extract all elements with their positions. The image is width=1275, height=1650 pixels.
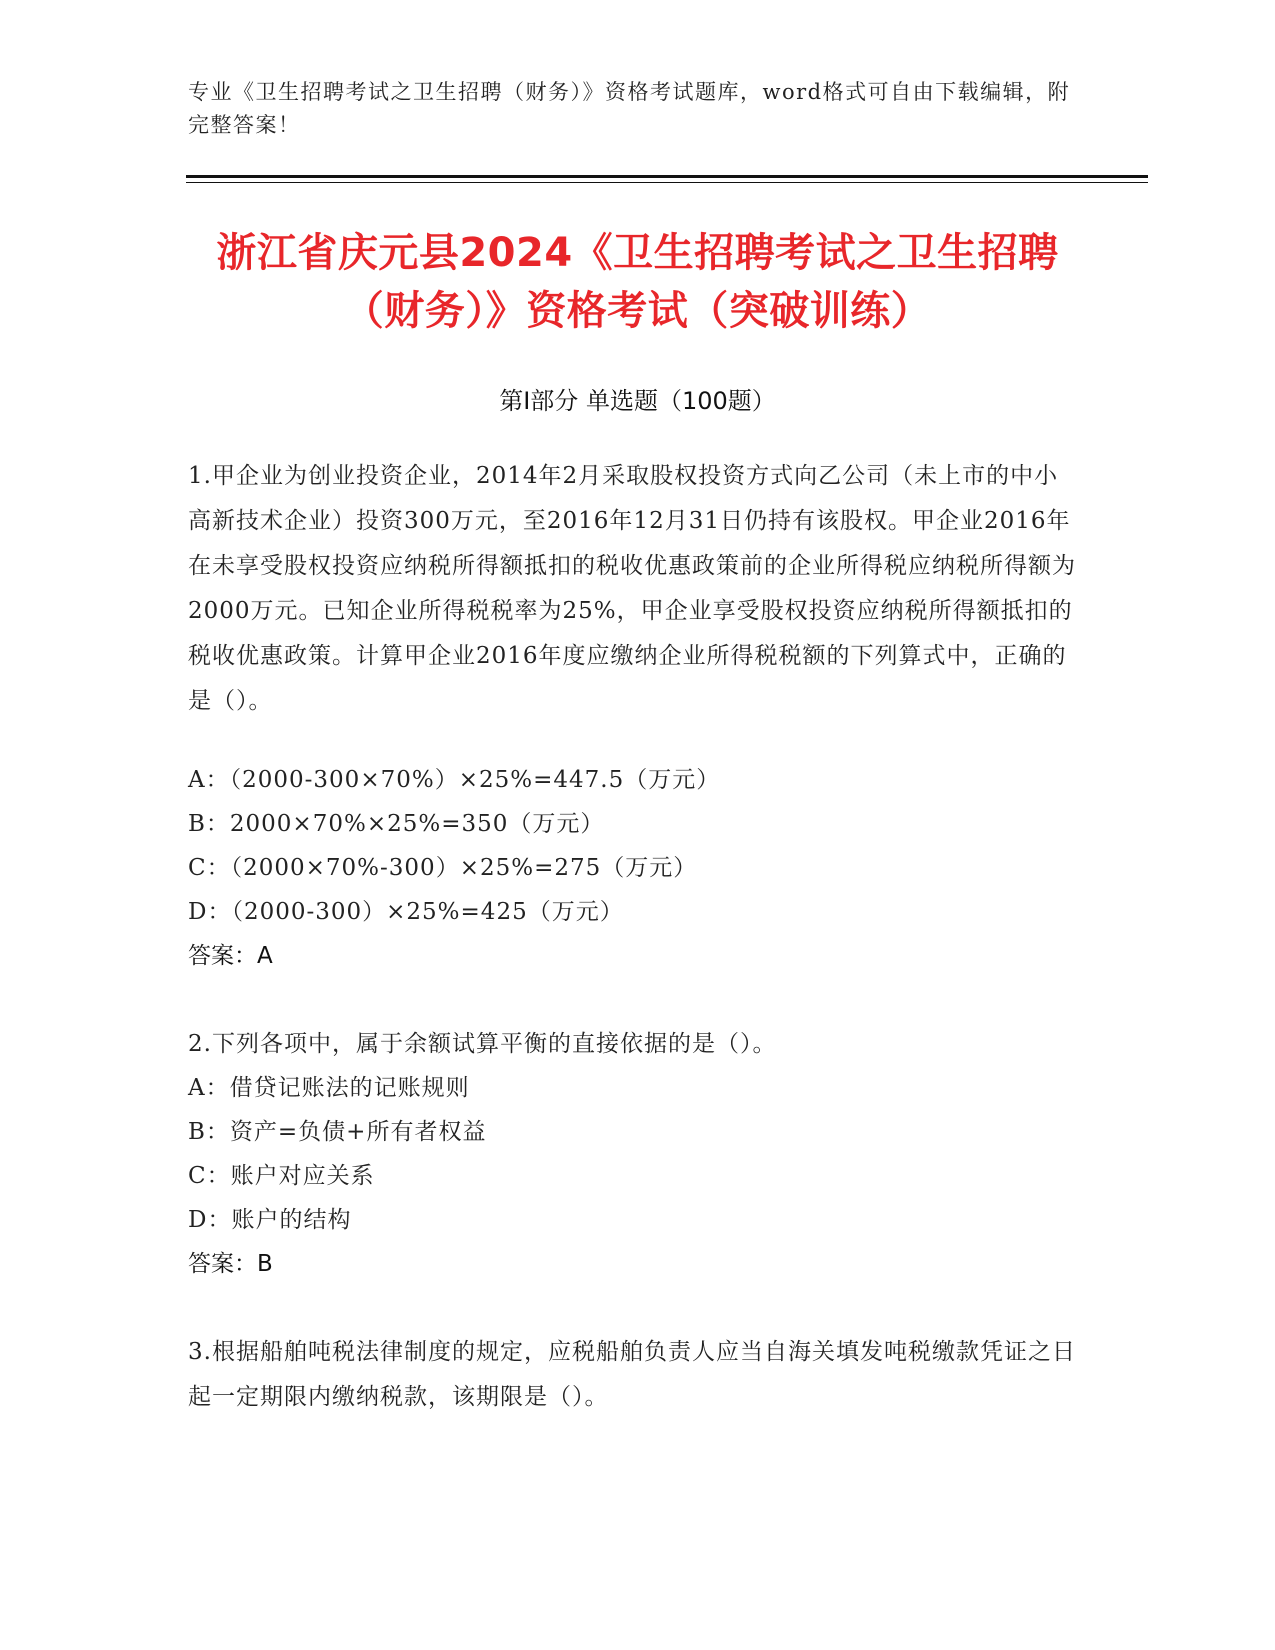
question-1-option-b: B：2000×70%×25%=350（万元） [188, 811, 605, 837]
question-3-text: 3.根据船舶吨税法律制度的规定，应税船舶负责人应当自海关填发吨税缴款凭证之日起一定期限内缴纳税款，该期限是（）。 [188, 1339, 1076, 1410]
question-2-option-b: B：资产=负债+所有者权益 [188, 1119, 487, 1145]
question-1-text: 1.甲企业为创业投资企业，2014年2月采取股权投资方式向乙公司（未上市的中小高新技术企业）投资300万元，至2016年12月31日仍持有该股权。甲企业2016年在未享受股权投资应纳税所得额抵扣的税收优惠政策前的企业所得税应纳税所得额为2000万元。已知企业所得税税率为25%，甲企业享受股权投资应纳税所得额抵扣的税收优惠政策。计算甲企业2016年度应缴纳企业所得税税额的下列算式中，正确的是（）。 [188, 463, 1076, 714]
header-note: 专业《卫生招聘考试之卫生招聘（财务）》资格考试题库，word格式可自由下载编辑，附完整答案！ [188, 80, 1071, 137]
question-2-option-d: D：账户的结构 [188, 1207, 352, 1233]
question-1-option-d: D：（2000-300）×25%=425（万元） [188, 899, 624, 925]
question-1-answer: 答案：A [188, 943, 273, 969]
question-2-text: 2.下列各项中，属于余额试算平衡的直接依据的是（）。 [188, 1031, 777, 1057]
document-title: 浙江省庆元县2024《卫生招聘考试之卫生招聘（财务）》资格考试（突破训练） [216, 230, 1059, 334]
section-title: 第Ⅰ部分 单选题（100题） [499, 387, 776, 415]
question-2-option-a: A：借贷记账法的记账规则 [188, 1075, 470, 1101]
question-1-option-a: A：（2000-300×70%）×25%=447.5（万元） [188, 767, 721, 793]
question-2-answer: 答案：B [188, 1251, 273, 1277]
header-divider-thin [186, 182, 1148, 183]
question-1-option-c: C：（2000×70%-300）×25%=275（万元） [188, 855, 698, 881]
question-2-option-c: C：账户对应关系 [188, 1163, 375, 1189]
header-divider-thick [186, 175, 1148, 178]
